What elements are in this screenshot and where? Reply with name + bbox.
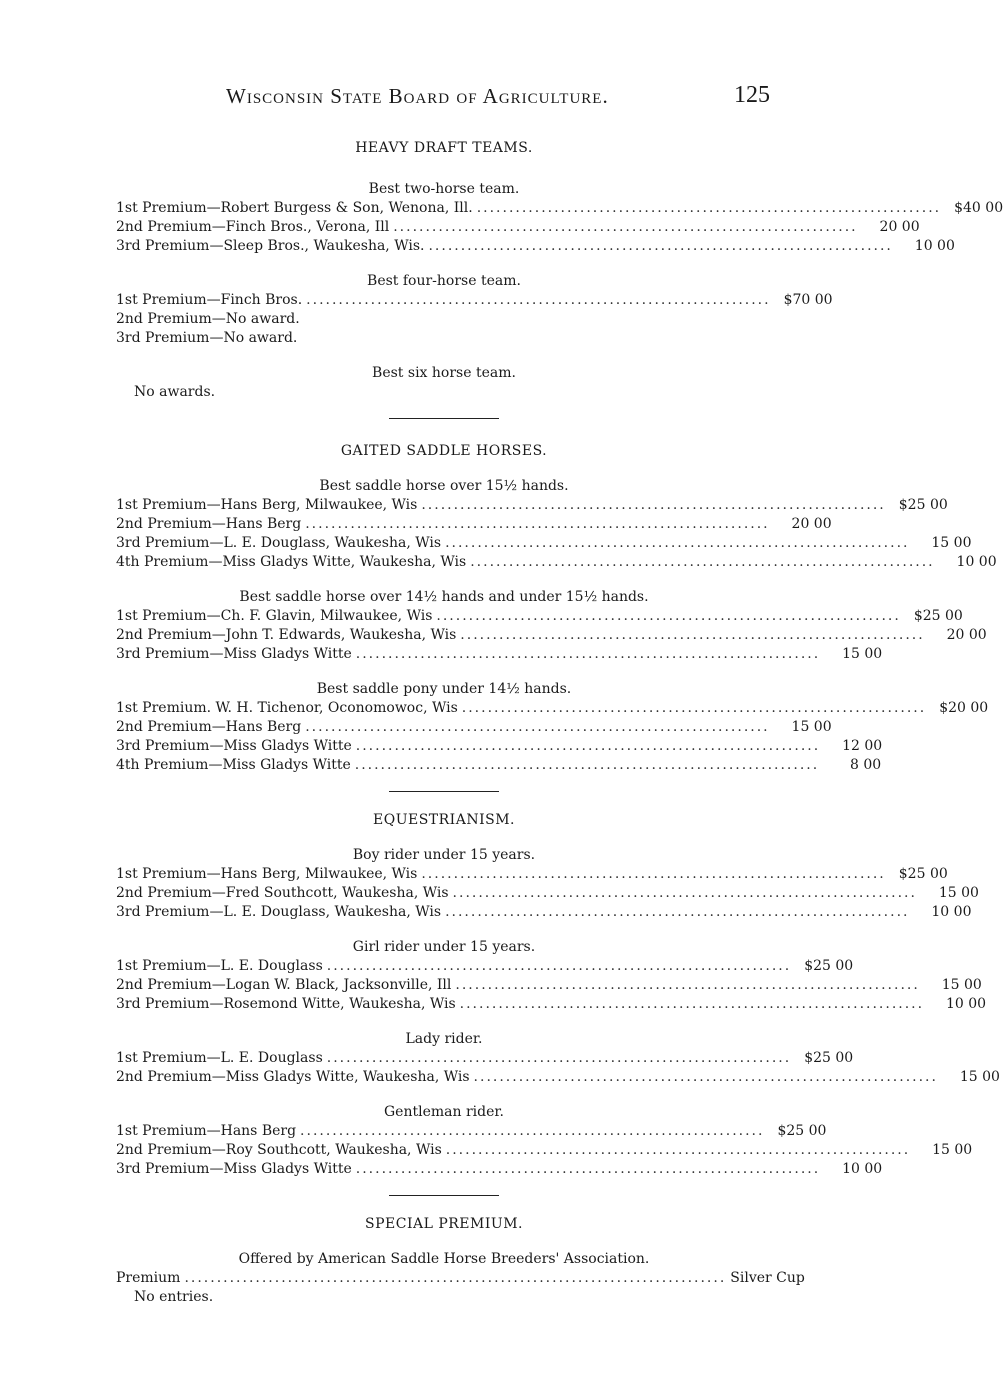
section-title: EQUESTRIANISM. [373, 812, 515, 828]
dot-leader: ........................................................................ [445, 904, 910, 920]
award-label: Premium [116, 1270, 181, 1286]
award-row [116, 865, 948, 884]
award-row [116, 699, 989, 718]
dot-leader: ........................................................................ [473, 1069, 938, 1085]
award-amount: $25 00 [913, 608, 963, 624]
award-amount: 8 00 [850, 757, 882, 773]
award-label: 2nd Premium—Fred Southcott, Waukesha, Wis [116, 885, 449, 901]
award-label: 2nd Premium—No award. [116, 311, 300, 327]
award-label: 1st Premium—Ch. F. Glavin, Milwaukee, Wis [116, 608, 433, 624]
award-amount: Silver Cup [730, 1270, 805, 1286]
award-row [116, 329, 772, 348]
award-label: 1st Premium—L. E. Douglass [116, 958, 323, 974]
award-row [116, 884, 979, 903]
award-amount: $40 00 [954, 200, 1003, 216]
award-row [116, 1141, 973, 1160]
award-label: 3rd Premium—Miss Gladys Witte [116, 738, 352, 754]
award-amount: 20 00 [879, 219, 920, 235]
award-label: 3rd Premium—Miss Gladys Witte [116, 1161, 352, 1177]
award-row [116, 645, 883, 664]
award-row [116, 1068, 1000, 1087]
award-label: 1st Premium. W. H. Tichenor, Oconomowoc, Wis [116, 700, 458, 716]
dot-leader: ........................................................................ [455, 977, 920, 993]
award-amount: 10 00 [842, 1161, 883, 1177]
no-entries-note: No entries. [134, 1289, 214, 1305]
dot-leader: ........................................................................ [421, 497, 886, 513]
section-title: GAITED SADDLE HORSES. [340, 443, 548, 459]
award-row [116, 534, 972, 553]
award-label: 2nd Premium—John T. Edwards, Waukesha, Wis [116, 627, 457, 643]
award-row [116, 1269, 805, 1288]
award-label: 3rd Premium—Sleep Bros., Waukesha, Wis. [116, 238, 425, 254]
award-amount: 15 00 [932, 1142, 973, 1158]
premium-list [116, 138, 1003, 1307]
award-amount: $20 00 [939, 700, 989, 716]
award-row [116, 237, 955, 256]
section-title: SPECIAL PREMIUM. [365, 1216, 523, 1232]
award-label: 3rd Premium—Miss Gladys Witte [116, 646, 352, 662]
award-label: 2nd Premium—Finch Bros., Verona, Ill [116, 219, 390, 235]
award-amount: $25 00 [898, 497, 948, 513]
award-amount: 20 00 [946, 627, 987, 643]
class-title: Best six horse team. [372, 365, 516, 381]
award-row [116, 515, 832, 534]
award-label: 1st Premium—Robert Burgess & Son, Wenona, Ill. [116, 200, 473, 216]
award-amount: 12 00 [842, 738, 883, 754]
award-amount: $25 00 [898, 866, 948, 882]
award-amount: 15 00 [938, 885, 979, 901]
class-title: Best two-horse team. [368, 181, 520, 197]
award-amount: 15 00 [959, 1069, 1000, 1085]
section-title: HEAVY DRAFT TEAMS. [355, 140, 533, 156]
award-label: 2nd Premium—Roy Southcott, Waukesha, Wis [116, 1142, 442, 1158]
dot-leader: ........................................................................ [436, 608, 901, 624]
class-title: Lady rider. [405, 1031, 483, 1047]
award-amount: 20 00 [791, 516, 832, 532]
award-row [116, 737, 883, 756]
dot-leader: ........................................................................ [300, 1123, 765, 1139]
award-label: 3rd Premium—L. E. Douglass, Waukesha, Wis [116, 535, 442, 551]
dot-leader: ........................................................................ [428, 238, 893, 254]
class-title: Best four-horse team. [367, 273, 521, 289]
award-label: 4th Premium—Miss Gladys Witte [116, 757, 351, 773]
award-row [116, 607, 963, 626]
dot-leader: ........................................................................ [305, 719, 770, 735]
class-title: Girl rider under 15 years. [352, 939, 536, 955]
award-amount: 15 00 [941, 977, 982, 993]
award-amount: 10 00 [931, 904, 972, 920]
award-row [116, 291, 833, 310]
award-amount: 15 00 [931, 535, 972, 551]
dot-leader: ........................................................................ [393, 219, 858, 235]
award-amount: $25 00 [804, 958, 854, 974]
dot-leader: ........................................................................ [305, 516, 770, 532]
dot-leader: ........................................................................ [326, 958, 792, 974]
award-row [116, 718, 832, 737]
dot-leader: ........................................................................ [354, 757, 820, 773]
award-row [116, 756, 882, 775]
award-amount: 10 00 [956, 554, 997, 570]
class-title: Best saddle horse over 15½ hands. [319, 478, 569, 494]
dot-leader: ........................................................................ [452, 885, 917, 901]
award-amount: 15 00 [791, 719, 832, 735]
award-row [116, 1160, 883, 1179]
award-label: 2nd Premium—Miss Gladys Witte, Waukesha, Wis [116, 1069, 470, 1085]
award-row [116, 626, 987, 645]
page-header [0, 84, 900, 118]
award-label: 2nd Premium—Hans Berg [116, 516, 302, 532]
award-label: 3rd Premium—L. E. Douglass, Waukesha, Wis [116, 904, 442, 920]
award-row [116, 976, 982, 995]
award-row [116, 1122, 827, 1141]
running-head: Wisconsin State Board of Agriculture. [226, 84, 609, 108]
dot-leader: ........................................................................ [445, 535, 910, 551]
dot-leader: ........................................................................ [461, 700, 927, 716]
award-amount: 15 00 [842, 646, 883, 662]
award-label: 1st Premium—L. E. Douglass [116, 1050, 323, 1066]
dot-leader: ........................................................................ [326, 1050, 792, 1066]
award-label: 1st Premium—Hans Berg [116, 1123, 297, 1139]
award-row [116, 1049, 854, 1068]
award-label: 1st Premium—Finch Bros. [116, 292, 303, 308]
award-amount: $70 00 [783, 292, 833, 308]
award-row [116, 995, 987, 1014]
class-title: Best saddle horse over 14½ hands and under 15½ hands. [239, 589, 649, 605]
class-title: Best saddle pony under 14½ hands. [316, 681, 572, 697]
award-label: 1st Premium—Hans Berg, Milwaukee, Wis [116, 866, 418, 882]
dot-leader: ........................................................................ [459, 996, 925, 1012]
award-row [116, 553, 997, 572]
dot-leader: ........................................................................ [355, 738, 821, 754]
award-label: 2nd Premium—Hans Berg [116, 719, 302, 735]
award-row [116, 957, 854, 976]
dot-leader: ........................................................................ [306, 292, 771, 308]
dot-leader: .................................................................................... [184, 1270, 727, 1286]
award-row [116, 199, 1003, 218]
class-title: Gentleman rider. [384, 1104, 504, 1120]
dot-leader: ........................................................................ [470, 554, 935, 570]
award-amount: $25 00 [777, 1123, 827, 1139]
dot-leader: ........................................................................ [355, 1161, 821, 1177]
award-row [116, 310, 772, 329]
award-label: 4th Premium—Miss Gladys Witte, Waukesha, Wis [116, 554, 467, 570]
dot-leader: ........................................................................ [476, 200, 942, 216]
award-amount: 10 00 [945, 996, 987, 1012]
no-award-note: No awards. [134, 384, 216, 400]
award-row [116, 903, 972, 922]
class-title: Boy rider under 15 years. [352, 847, 536, 863]
award-label: 1st Premium—Hans Berg, Milwaukee, Wis [116, 497, 418, 513]
dot-leader: ........................................................................ [445, 1142, 911, 1158]
class-title: Offered by American Saddle Horse Breeders' Association. [238, 1251, 650, 1267]
award-label: 2nd Premium—Logan W. Black, Jacksonville, Ill [116, 977, 452, 993]
award-label: 3rd Premium—No award. [116, 330, 298, 346]
award-row [116, 496, 948, 515]
award-amount: $25 00 [804, 1050, 854, 1066]
dot-leader: ........................................................................ [355, 646, 821, 662]
dot-leader: ........................................................................ [460, 627, 925, 643]
award-amount: 10 00 [914, 238, 955, 254]
page-number: 125 [734, 82, 770, 108]
award-label: 3rd Premium—Rosemond Witte, Waukesha, Wis [116, 996, 456, 1012]
dot-leader: ........................................................................ [421, 866, 886, 882]
award-row [116, 218, 920, 237]
